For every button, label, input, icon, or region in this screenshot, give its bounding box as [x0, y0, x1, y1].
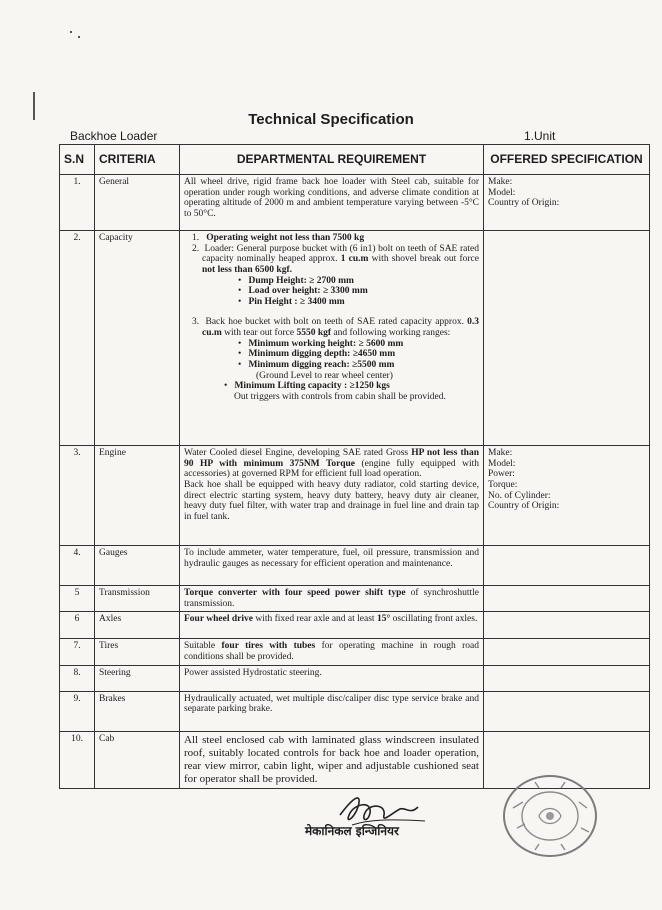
table-row [60, 639, 650, 665]
bullet-digging-reach: • Minimum digging reach: ≥5500 mm [238, 359, 395, 370]
row-requirement [180, 639, 484, 665]
dump-height: Dump Height: ≥ 2700 mm [248, 275, 354, 286]
row-offered [484, 175, 650, 231]
backhoe-text: Back hoe bucket with bolt on teeth of SAE rated capacity approx. [205, 317, 468, 328]
row-criteria: General [95, 175, 180, 231]
equipment-name: Backhoe Loader [70, 129, 158, 143]
engine-paragraph-2: Back hoe shall be equipped with heavy duty radiator, cold starting device, direct electric starting system, heavy duty battery, heavy duty air cleaner, heavy duty fuel filter, with water trap and drainage in fuel line and drain tap in fuel tank. [184, 479, 479, 522]
row-offered [484, 691, 650, 731]
row-criteria: Brakes [95, 691, 180, 731]
loadover-height: Load over height: ≥ 3300 mm [248, 286, 368, 297]
header-offered: OFFERED SPECIFICATION [484, 145, 650, 175]
table-row [60, 446, 650, 546]
table-row [60, 231, 650, 446]
row-sn: 7. [60, 639, 95, 665]
loader-text: Loader: General purpose bucket with (6 in1) bolt on teeth of SAE rated capacity nominally heaped approx. [202, 243, 479, 265]
header-sn: S.N [60, 145, 95, 175]
bullet-lifting-capacity: • Minimum Lifting capacity : ≥1250 kgs [224, 381, 390, 392]
bullet-digging-depth: • Minimum digging depth: ≥4650 mm [238, 349, 396, 360]
row-sn: 2. [60, 231, 95, 446]
capacity-item-2 [184, 244, 479, 276]
offered-origin: Country of Origin: [488, 198, 560, 209]
row-offered [484, 446, 650, 546]
row-sn: 6 [60, 612, 95, 639]
row-sn: 10. [60, 731, 95, 789]
row-criteria: Cab [95, 731, 180, 789]
row-sn: 9. [60, 691, 95, 731]
lifting-capacity: Minimum Lifting capacity : ≥1250 kgs [234, 381, 390, 392]
table-row [60, 586, 650, 612]
row-criteria: Axles [95, 612, 180, 639]
row-offered [484, 665, 650, 691]
header-requirement: DEPARTMENTAL REQUIREMENT [180, 145, 484, 175]
operating-weight: Operating weight not less than 7500 kg [206, 233, 365, 243]
row-requirement [180, 231, 484, 446]
item-number: 1. [192, 233, 200, 243]
offered-torque: Torque: [488, 479, 518, 490]
engine-power: HP not less than 90 HP with minimum 375NM Torque [184, 448, 479, 469]
row-requirement: All steel enclosed cab with laminated glass windscreen insulated roof, suitably located controls for back hoe and loader operation, rear view mirror, cabin light, wiper and adjustable cushioned seat for operator shall be provided. [180, 731, 484, 789]
digging-depth: Minimum digging depth: ≥4650 mm [248, 349, 396, 360]
row-criteria: Engine [95, 446, 180, 546]
axle-text-2: oscillating front axles. [390, 614, 478, 625]
table-row [60, 175, 650, 231]
tire-type: four tires with tubes [221, 641, 316, 652]
row-criteria: Capacity [95, 231, 180, 446]
office-stamp [495, 768, 605, 863]
backhoe-text-3: and following working ranges: [331, 328, 451, 338]
row-requirement: All wheel drive, rigid frame back hoe loader with Steel cab, suitable for operation under rough working conditions, and adverse climate condition at operating altitude of 2000 m and ambient temperature varying between -5°C to 50°C. [180, 175, 484, 231]
breakout-force: not less than 6500 kgf. [202, 264, 292, 275]
table-header-row [60, 145, 650, 175]
tearout-force: 5550 kgf [296, 328, 332, 338]
bullet-dump-height: • Dump Height: ≥ 2700 mm [238, 275, 354, 286]
row-criteria: Tires [95, 639, 180, 665]
offered-cylinders: No. of Cylinder: [488, 490, 551, 501]
offered-make: Make: [488, 177, 513, 187]
row-offered [484, 639, 650, 665]
offered-model: Model: [488, 187, 516, 198]
spacer [184, 307, 479, 317]
table-row [60, 612, 650, 639]
row-sn: 8. [60, 665, 95, 691]
digging-reach: Minimum digging reach: ≥5500 mm [248, 359, 395, 370]
row-offered [484, 586, 650, 612]
scan-mark [70, 31, 72, 33]
outriggers-note: Out triggers with controls from cabin shall be provided. [234, 391, 446, 402]
header-criteria: CRITERIA [95, 145, 180, 175]
ground-level-note: (Ground Level to rear wheel center) [256, 370, 393, 381]
loader-volume: 1 cu.m [340, 254, 369, 265]
item-number: 3. [192, 317, 200, 328]
engine-text-2: (engine fully equipped with accessories) at governed RPM for efficient full load operation. [184, 458, 480, 480]
row-sn: 4. [60, 546, 95, 586]
tire-text-2: for operating machine in rough road conditions shall be provided. [184, 641, 479, 662]
item-number: 2. [192, 243, 200, 254]
capacity-item-1 [184, 233, 479, 244]
pin-height: Pin Height : ≥ 3400 mm [248, 296, 345, 307]
signature-label: मेकानिकल इन्जिनियर [305, 824, 399, 838]
transmission-type: Torque converter with four speed power shift type [184, 588, 406, 598]
scan-mark [78, 36, 80, 38]
transmission-text: of synchroshuttle transmission. [184, 588, 479, 609]
backhoe-text-2: with tear out force [221, 328, 297, 338]
bullet-pin-height: • Pin Height : ≥ 3400 mm [238, 296, 345, 307]
quantity: 1.Unit [524, 129, 556, 143]
offered-model: Model: [488, 458, 516, 469]
row-criteria: Transmission [95, 586, 180, 612]
drive-type: Four wheel drive [184, 614, 253, 625]
table-row [60, 665, 650, 691]
loader-text-2: with shovel break out force [368, 254, 479, 265]
row-offered [484, 546, 650, 586]
offered-origin: Country of Origin: [488, 501, 560, 512]
offered-make: Make: [488, 448, 513, 458]
row-requirement: Hydraulically actuated, wet multiple disc/caliper disc type service brake and separate parking brake. [180, 691, 484, 731]
offered-power: Power: [488, 469, 515, 480]
oscillation-angle: 15° [376, 614, 391, 625]
bullet-working-height: • Minimum working height: ≥ 5600 mm [238, 338, 404, 349]
backhoe-volume: 0.3 cu.m [202, 317, 480, 338]
axle-text: with fixed rear axle and at least [252, 614, 377, 625]
bullet-loadover-height: • Load over height: ≥ 3300 mm [238, 286, 368, 297]
row-requirement [180, 446, 484, 546]
row-sn: 1. [60, 175, 95, 231]
row-requirement: To include ammeter, water temperature, fuel, oil pressure, transmission and hydraulic gauges as necessary for efficient operation and maintenance. [180, 546, 484, 586]
row-offered [484, 612, 650, 639]
row-criteria: Steering [95, 665, 180, 691]
engine-text: Water Cooled diesel Engine, developing SAE rated Gross [184, 448, 412, 458]
row-sn: 3. [60, 446, 95, 546]
row-requirement: Power assisted Hydrostatic steering. [180, 665, 484, 691]
tire-text: Suitable [184, 641, 222, 652]
capacity-item-3 [184, 317, 479, 338]
row-criteria: Gauges [95, 546, 180, 586]
table-row [60, 691, 650, 731]
document-title: Technical Specification [248, 111, 414, 128]
table-row [60, 546, 650, 586]
working-height: Minimum working height: ≥ 5600 mm [248, 338, 404, 349]
row-sn: 5 [60, 586, 95, 612]
spec-table [59, 144, 650, 789]
engine-paragraph-1 [184, 448, 479, 480]
row-requirement [180, 612, 484, 639]
row-offered [484, 231, 650, 446]
row-requirement [180, 586, 484, 612]
